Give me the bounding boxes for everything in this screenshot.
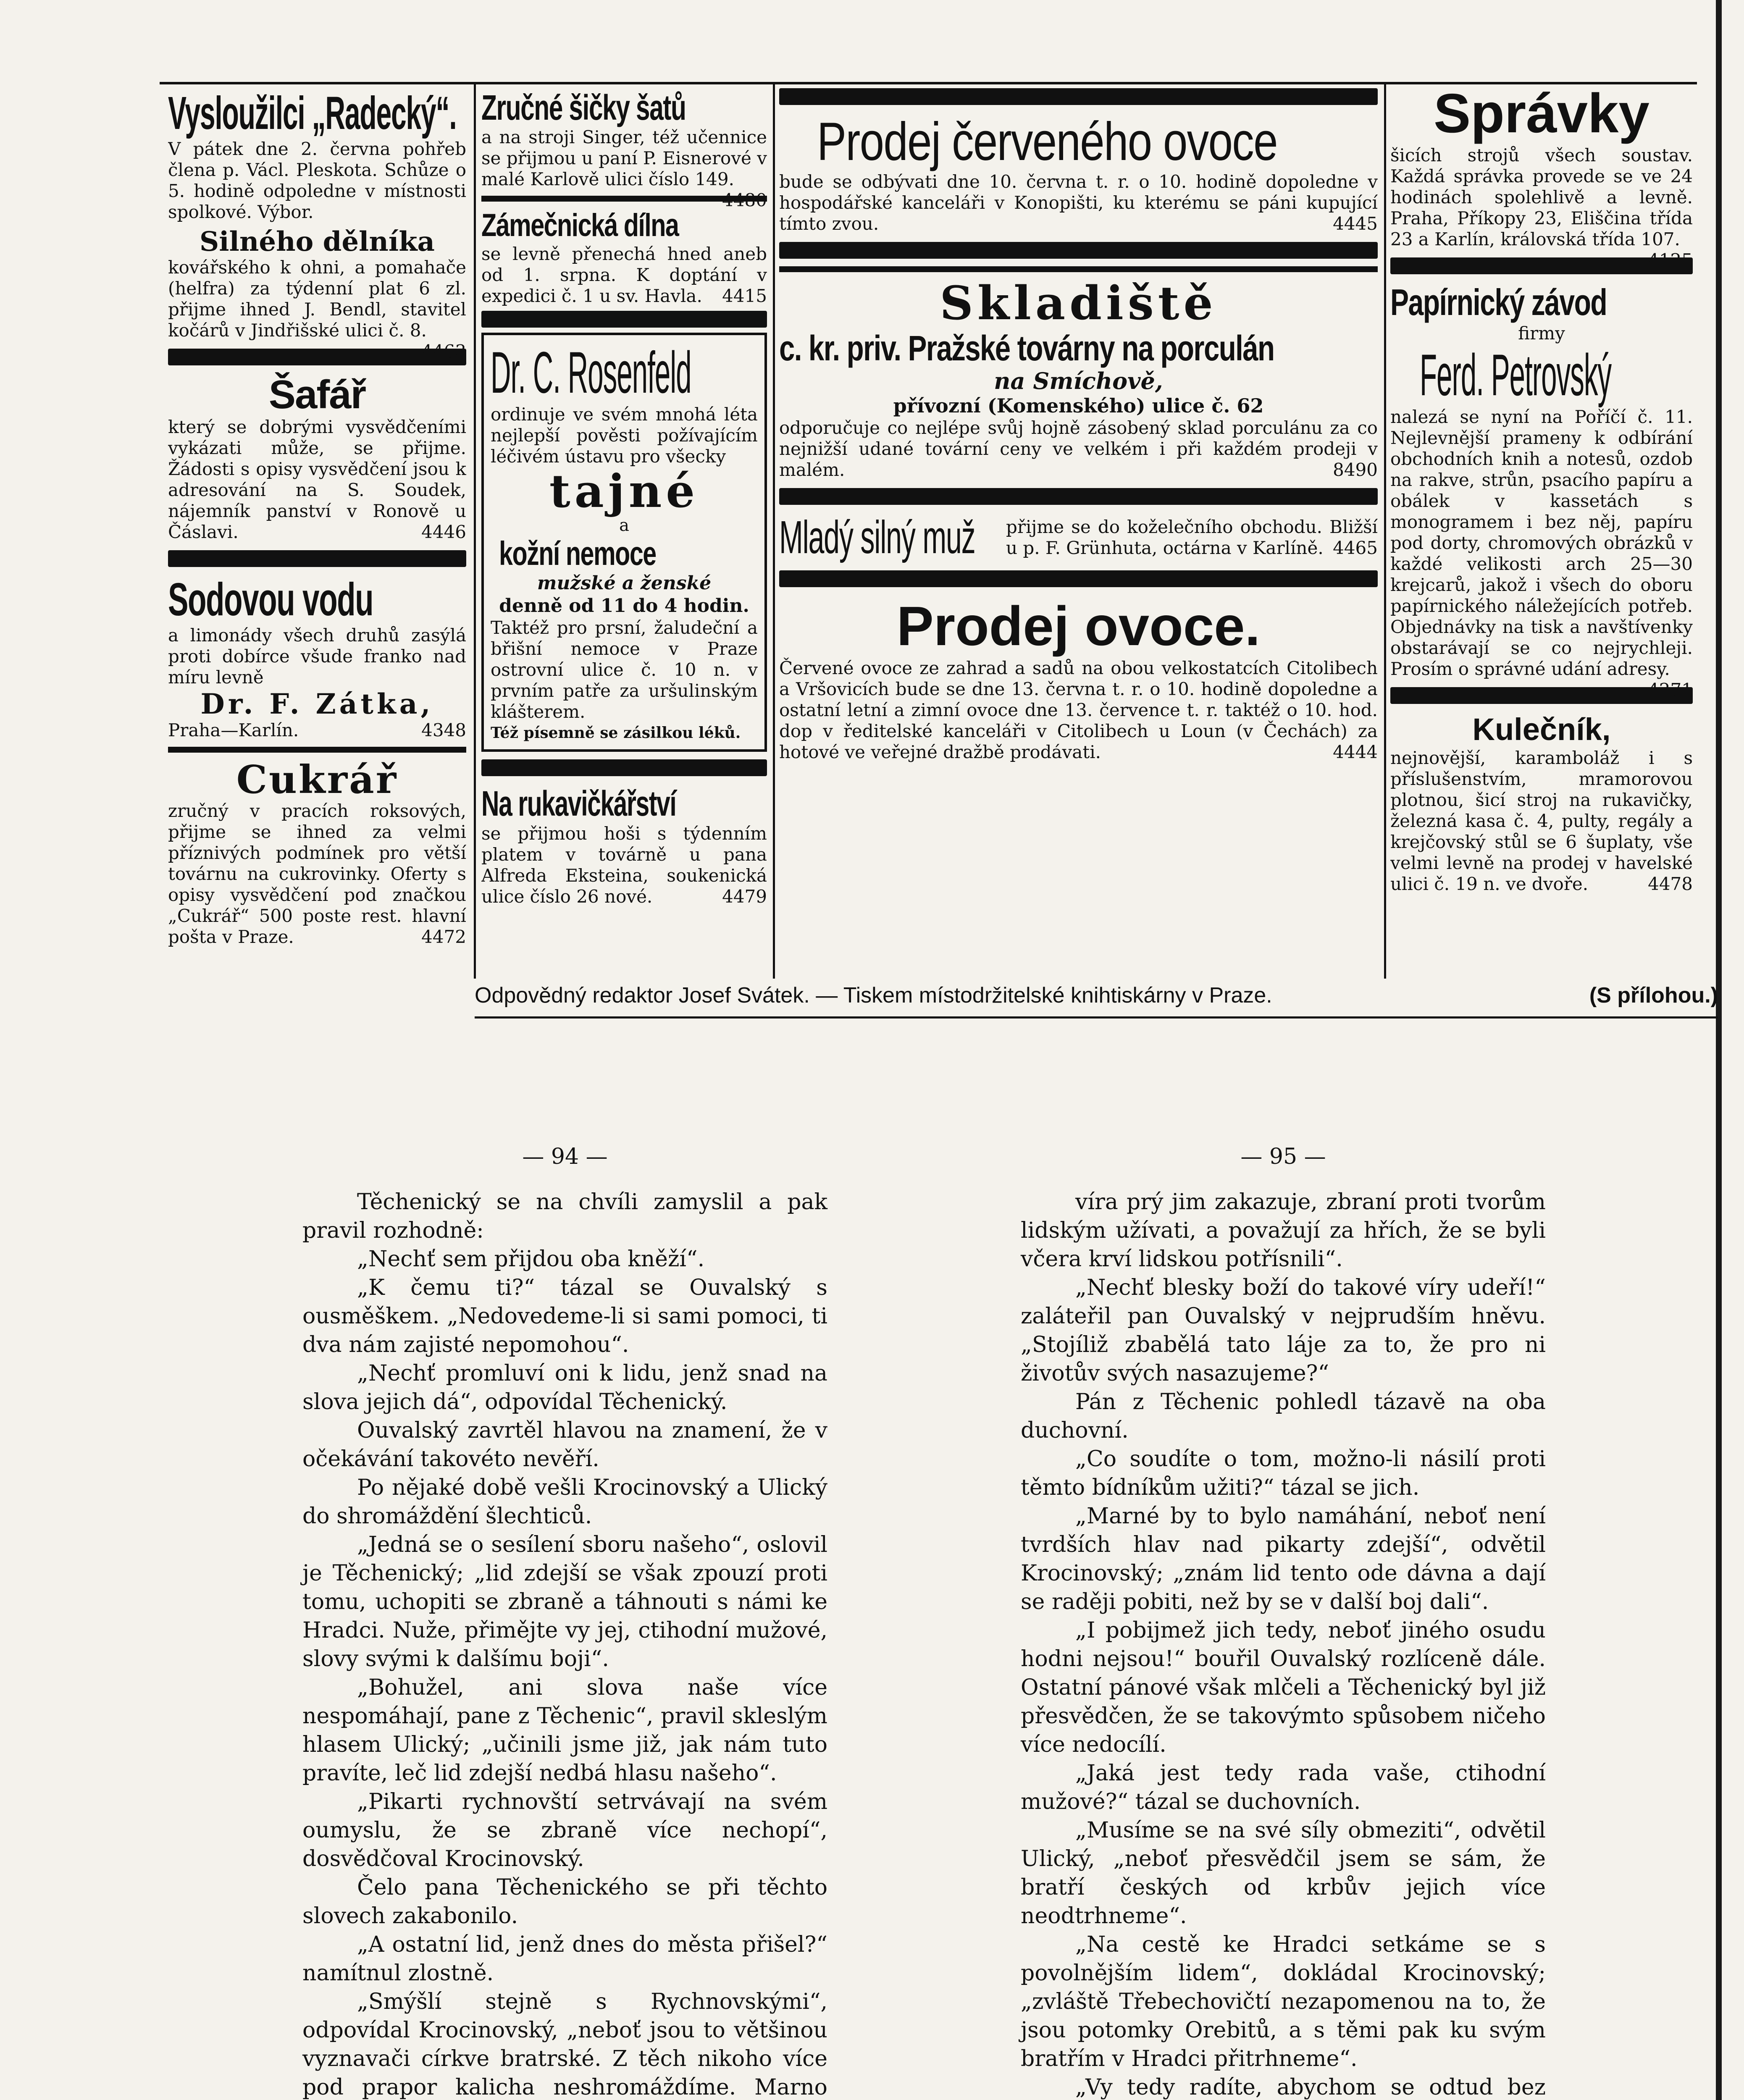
ad-soda-name: Dr. F. Zátka, (200, 688, 434, 720)
left-text (302, 1188, 827, 2100)
ad-soda (168, 575, 466, 741)
book-page-left (302, 1142, 827, 2100)
ad-porcelain-place: na Smíchově, (994, 368, 1163, 394)
ad-locksmith (481, 207, 767, 307)
page-number-right: — 95 — (1240, 1144, 1326, 1169)
paragraph: „Smýšlí stejně s Rychnovskými“, odpovídal Krocinovský, „neboť jsou to většinou vyznavači církve bratrské. Z těch nikoho více pod prapor kalicha neshromáždíme. Marno (302, 1989, 827, 2100)
ad-rosenfeld-body2: Taktéž pro prsní, žaludeční a břišní nemoce v Praze ostrovní ulice č. 10 n. v prvním patře za uršulinským klášterem. (491, 617, 758, 722)
ad-rosenfeld-gender: mužské a ženské (537, 572, 712, 594)
ad-rosenfeld-note: Též písemně se zásilkou léků. (491, 724, 741, 742)
ads-column-3 (779, 88, 1378, 983)
ad-seamstresses-title: Zručné šičky šatů (481, 88, 686, 127)
right-text (1021, 1188, 1546, 2100)
book-page-right (1021, 1142, 1546, 2100)
imprint-line (475, 983, 1718, 1008)
paragraph: „Co soudíte o tom, možno-li násilí proti těmto bídníkům užiti?“ tázal se jich. (1021, 1446, 1546, 1500)
paragraph: „Vy tedy radíte, abychom se odtud bez (1075, 2075, 1546, 2100)
ad-rosenfeld-body1: ordinuje ve svém mnohá léta nejlepší pověsti požívajícím léčivém ústavu pro všecky (491, 404, 758, 467)
separator-bar (481, 759, 767, 776)
paragraph: „Jedná se o sesílení sboru našeho“, oslovil je Těchenický; „lid zdejší se však zpouzí proti tomu, uchopiti se zbraně a táhnouti s námi ke Hradci. Nuže, přimějte vy jej, ctihodní mužové, slovy svými k dalšímu boji“. (302, 1532, 827, 1672)
paragraph: Ouvalský zavrtěl hlavou na znamení, že v očekávání takovéto nevěří. (302, 1418, 827, 1472)
ad-porcelain-title: Skladiště (940, 276, 1217, 330)
paragraph: „Na cestě ke Hradci setkáme se s povolnějším lidem“, dokládal Krocinovský; „zvláště Třebechovičtí nezapomenou na to, že jsou potomky Orebitů, a s těmi pak ku svým bratřím v Hradci přitrhneme“. (1021, 1932, 1546, 2071)
separator-bar (481, 311, 767, 328)
paragraph: „Nechť sem přijdou oba kněží“. (357, 1247, 705, 1272)
paragraph: Těchenický se na chvíli zamyslil a pak pravil rozhodně: (302, 1189, 827, 1243)
ad-rosenfeld-title: Dr. C. Rosenfeld (491, 339, 691, 405)
paragraph: „K čemu ti?“ tázal se Ouvalský s ousměškem. „Nedovedeme-li si sami pomoci, ti dva nám zajisté nepomohou“. (302, 1275, 827, 1357)
ad-porcelain-body: odporučuje co nejlépe svůj hojně zásobený sklad porculánu za co nejnižší udané tovární ceny ve velkém i při každém prodeji v malém. 8490 (779, 417, 1378, 480)
paragraph: „Nechť promluví oni k lidu, jenž snad na slova jejich dá“, odpovídal Těchenický. (302, 1361, 827, 1415)
paragraph: „Nechť blesky boží do takové víry udeří!“ zaláteřil pan Ouvalský v nejprudším hněvu. „Stojíliž zbabělá tato láje za to, že pro ni životův svých nasazujeme?“ (1021, 1275, 1546, 1386)
ad-soda-place: Praha—Karlín. 4348 (168, 720, 466, 740)
ad-soda-title: Sodovou vodu (168, 574, 373, 625)
separator-bar (779, 242, 1378, 259)
ads-column-2 (481, 88, 767, 983)
separator-bar (1390, 687, 1693, 704)
ad-fruit-sale-body: Červené ovoce ze zahrad a sadů na obou velkostatcích Citolibech a Vršovicích bude se dne 13. června t. r. o 10. hodině dopoledne a ostatní letní a zimní ovoce dne 13. července t. r. taktéž o 10. hod. dop v ředitelské kanceláři v Citolibech u Loun (v Čechách) za hotové ve veřejné dražbě prodávati. 4444 (779, 658, 1378, 762)
ad-gloves-title: Na rukavičkářství (481, 784, 676, 823)
ad-confectioner-title: Cukrář (236, 757, 398, 802)
paragraph: „I pobijmež jich tedy, neboť jiného osudu hodni nejsou!“ bouřil Ouvalský rozlíceně dále. Ostatní pánové však mlčeli a Těchenický byl již přesvědčen, že se takovýmto spůsobem ničeho více nedocílí. (1021, 1618, 1546, 1757)
ad-porcelain-sub: c. kr. priv. Pražské továrny na porculán (779, 328, 1274, 368)
paragraph: Pán z Těchenic pohledl tázavě na oba duchovní. (1021, 1389, 1546, 1443)
paragraph: „Jaká jest tedy rada vaše, ctihodní mužové?“ tázal se duchovních. (1021, 1761, 1546, 1814)
ad-confectioner (168, 759, 466, 948)
paragraph: „A ostatní lid, jenž dnes do města přišel?“ namítnul zlostně. (302, 1932, 827, 1986)
ad-red-fruit-body: bude se odbývati dne 10. června t. r. o 10. hodině dopoledne v hospodářské kanceláři v Konopišti, ku kterému se páni kupující tímto zvou. 4445 (779, 171, 1378, 234)
ad-steward-body: který se dobrými vysvědčeními vykázati může, se přijme. Žádosti s opisy vysvědčení jsou k adresování na S. Soudek, nájemník panství v Ronově u Čáslavi. 4446 (168, 417, 466, 542)
ad-porcelain (779, 278, 1378, 480)
paragraph: Čelo pana Těchenického se při těchto slovech zakabonilo. (302, 1875, 827, 1929)
ad-worker (168, 226, 466, 362)
page-number-left: — 94 — (522, 1144, 608, 1169)
ad-veterans (168, 88, 466, 223)
ad-fruit-sale-title: Prodej ovoce. (896, 595, 1261, 657)
ad-red-fruit (779, 113, 1378, 234)
ad-gloves-body: se přijmou hoši s týdenním platem v továrně u pana Alfreda Eksteina, soukenická ulice číslo 26 nové. 4479 (481, 823, 767, 907)
ad-rosenfeld-sub: kožní nemoce (499, 535, 656, 572)
ad-gloves (481, 784, 767, 907)
imprint-text: Odpovědný redaktor Josef Svátek. — Tiskem místodržitelské knihtiskárny v Praze. (475, 983, 1272, 1008)
ad-repairs-body: šicích strojů všech soustav. Každá správka provede se ve 24 hodinách spolehlivě a levně. Praha, Příkopy 23, Eliščina třída 23 a Karlín, královská třída 107. 4125 (1390, 145, 1693, 270)
ad-stationery (1390, 281, 1693, 700)
separator-bar (168, 550, 466, 567)
ad-billiard (1390, 711, 1693, 895)
ad-rosenfeld-hours: denně od 11 do 4 hodin. (499, 595, 749, 617)
ad-confectioner-body: zručný v pracích roksových, přijme se ihned za velmi příznivých podmínek pro větší továrnu na cukrovinky. Oferty s opisy vysvědčení pod značkou „Cukrář“ 500 poste rest. hlavní pošta v Praze. 4472 (168, 801, 466, 947)
ads-column-1 (168, 88, 466, 983)
ad-fruit-sale (779, 595, 1378, 763)
paragraph: „Pikarti rychnovští setrvávají na svém oumyslu, že se zbraně více nechopí“, dosvědčoval Krocinovský. (302, 1789, 827, 1872)
paragraph: „Musíme se na své síly obmeziti“, odvětil Ulický, „neboť přesvědčil jsem se sám, že bratří českých od krbův jejich více neodtrhneme“. (1021, 1818, 1546, 1929)
ad-billiard-body: nejnovější, karamboláž i s příslušenstvím, mramorovou plotnou, šicí stroj na rukavičky, železná kasa č. 4, pulty, regály a krejčovský stůl se 6 šuplaty, vše velmi levně na prodej v havelské ulici č. 19 n. ve dvoře. 4478 (1390, 748, 1693, 894)
page-edge-right (1716, 0, 1722, 2100)
ad-seamstresses (481, 88, 767, 210)
ad-red-fruit-title: Prodej červeného ovoce (817, 112, 1277, 172)
ads-column-4 (1390, 82, 1693, 976)
ad-soda-body: a limonády všech druhů zasýlá proti dobírce všude franko nad míru levně (168, 625, 466, 688)
ad-repairs-title: Správky (1434, 82, 1649, 144)
paragraph: „Marné by to bylo namáhání, neboť není tvrdších hlav nad pikarty zdejší“, odvětil Krocinovský; „znám lid tento ode dávna a dají se raději pobiti, než by se v další boj dali“. (1021, 1504, 1546, 1614)
column-rule-3 (1384, 84, 1386, 979)
ad-locksmith-body: se levně přenechá hned aneb od 1. srpna. K doptání v expedici č. 1 u sv. Havla. 4415 (481, 244, 767, 306)
separator-bar (779, 88, 1378, 105)
ad-young-man-title: Mladý silný muž (779, 512, 975, 563)
column-rule-2 (773, 84, 775, 979)
ad-porcelain-addr: přívozní (Komenského) ulice č. 62 (893, 394, 1264, 417)
separator-bar (1390, 257, 1693, 274)
footer-rule (475, 1016, 1718, 1018)
ad-steward (168, 373, 466, 543)
ad-worker-body: kovářského k ohni, a pomahače (helfra) za týdenní plat 6 zl. přijme ihned J. Bendl, stavitel kočárů v Jindřišské ulici č. 8. 4463 (168, 257, 466, 362)
separator-bar (779, 570, 1378, 587)
paragraph: „Bohužel, ani slova naše více nespomáhají, pane z Těchenic“, pravil skleslým hlasem Ulický; „učinili jsme již, jak nám tuto pravíte, leč lid zdejší nedbá hlasu našeho“. (302, 1675, 827, 1786)
ad-seamstresses-body: a na stroji Singer, též učennice se přijmou u paní P. Eisnerové v malé Karlově ulici číslo 149. 4480 (481, 127, 767, 210)
ad-worker-title: Silného dělníka (199, 226, 435, 257)
ad-stationery-firm: firmy (1518, 323, 1565, 344)
paragraph: Po nějaké době vešli Krocinovský a Ulický do shromáždění šlechticů. (302, 1475, 827, 1529)
ad-stationery-title: Papírnický závod (1390, 281, 1607, 323)
ad-young-man (779, 512, 1378, 563)
ad-billiard-title: Kulečník, (1472, 712, 1611, 747)
separator-bar (779, 266, 1378, 272)
ad-stationery-name: Ferd. Petrovský (1420, 342, 1612, 408)
ad-rosenfeld-big: tajné (549, 465, 699, 518)
ad-veterans-title: Vysloužilci „Radecký“. (168, 88, 457, 139)
ad-rosenfeld-and: a (619, 516, 629, 535)
ad-stationery-body: nalezá se nyní na Poříčí č. 11. Nejlevnější prameny k odbírání obchodních knih a notesů, ozdob na rakve, strůn, psacího papíru a obálek v kassetách s monogramem i bez něj, papíru pod dorty, chromových obrázků v každé velikosti arch 25—30 krejcarů, jakož i všech do oboru papírnického náležejících potřeb. Objednávky na tisk a navštívenky obstarávají se co nejrychleji. Prosím o správné udání adresy. 4271 (1390, 407, 1693, 700)
ad-locksmith-title: Zámečnická dílna (481, 207, 679, 243)
column-rule-1 (474, 84, 476, 979)
supplement-note: (S přílohou.) (1589, 983, 1718, 1008)
separator-bar (779, 488, 1378, 505)
ad-steward-title: Šafář (268, 372, 366, 417)
paragraph: víra prý jim zakazuje, zbraní proti tvorům lidským užívati, a považují za hřích, že se byli včera krví lidskou potřísnili“. (1021, 1189, 1546, 1272)
separator-bar (168, 747, 466, 753)
ad-veterans-body: V pátek dne 2. června pohřeb člena p. Václ. Pleskota. Schůze o 5. hodině odpoledne v místnosti spolkové. Výbor. (168, 139, 466, 222)
ad-young-man-body: přijme se do koželečního obchodu. Bližší u p. F. Grünhuta, octárna v Karlíně. 4465 (1006, 517, 1378, 558)
ad-repairs (1390, 82, 1693, 270)
ad-rosenfeld (481, 333, 767, 752)
